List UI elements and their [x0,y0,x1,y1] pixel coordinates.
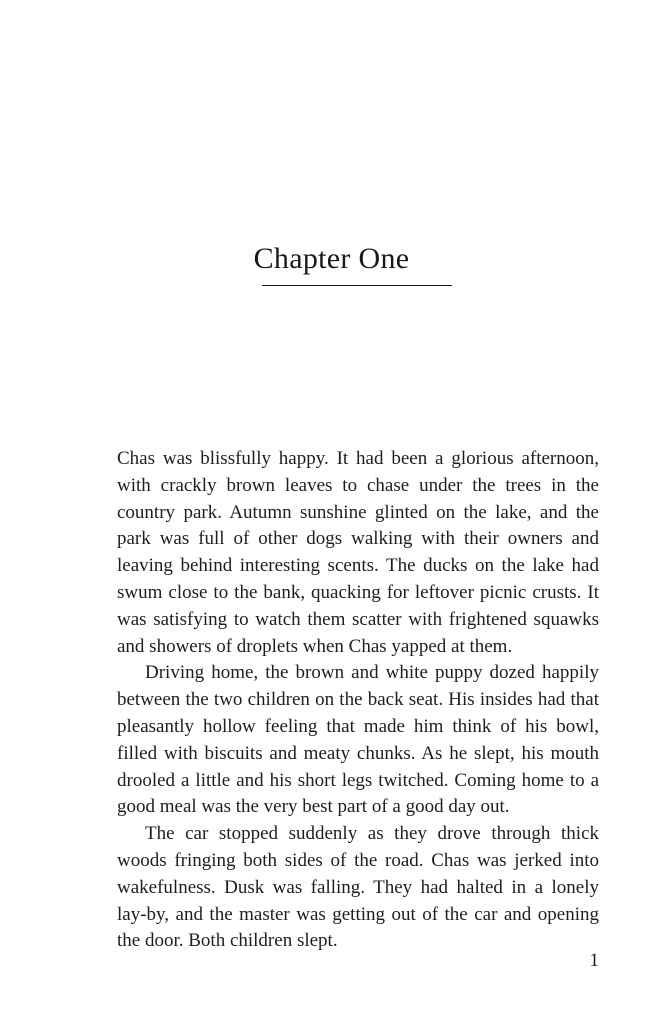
paragraph: The car stopped suddenly as they drove through thick woods fringing both sides of the road. Chas was jerked into wakefulness. Dusk was falling. They had halted in a lonely lay-by, and the master was getting out of the car and opening the door. Both children slept. [117,823,599,952]
paragraph: Driving home, the brown and white puppy dozed happily between the two children on the back seat. His insides had that pleasantly hollow feeling that made him think of his bowl, filled with biscuits and meaty chunks. As he slept, his mouth drooled a little and his short legs twitched. Coming home to a good meal was the very best part of a good day out. [117,662,599,818]
chapter-title: Chapter One [253,242,410,275]
page-number: 1 [589,950,599,971]
chapter-body [117,446,599,955]
paragraph: Chas was blissfully happy. It had been a glorious afternoon, with crackly brown leaves to chase under the trees in the country park. Autumn sunshine glinted on the lake, and the park was full of other dogs walking with their owners and leaving behind interesting scents. The ducks on the lake had swum close to the bank, quacking for leftover picnic crusts. It was satisfying to watch them scatter with frightened squawks and showers of droplets when Chas yapped at them. [117,448,599,657]
chapter-title-underline [262,285,452,286]
